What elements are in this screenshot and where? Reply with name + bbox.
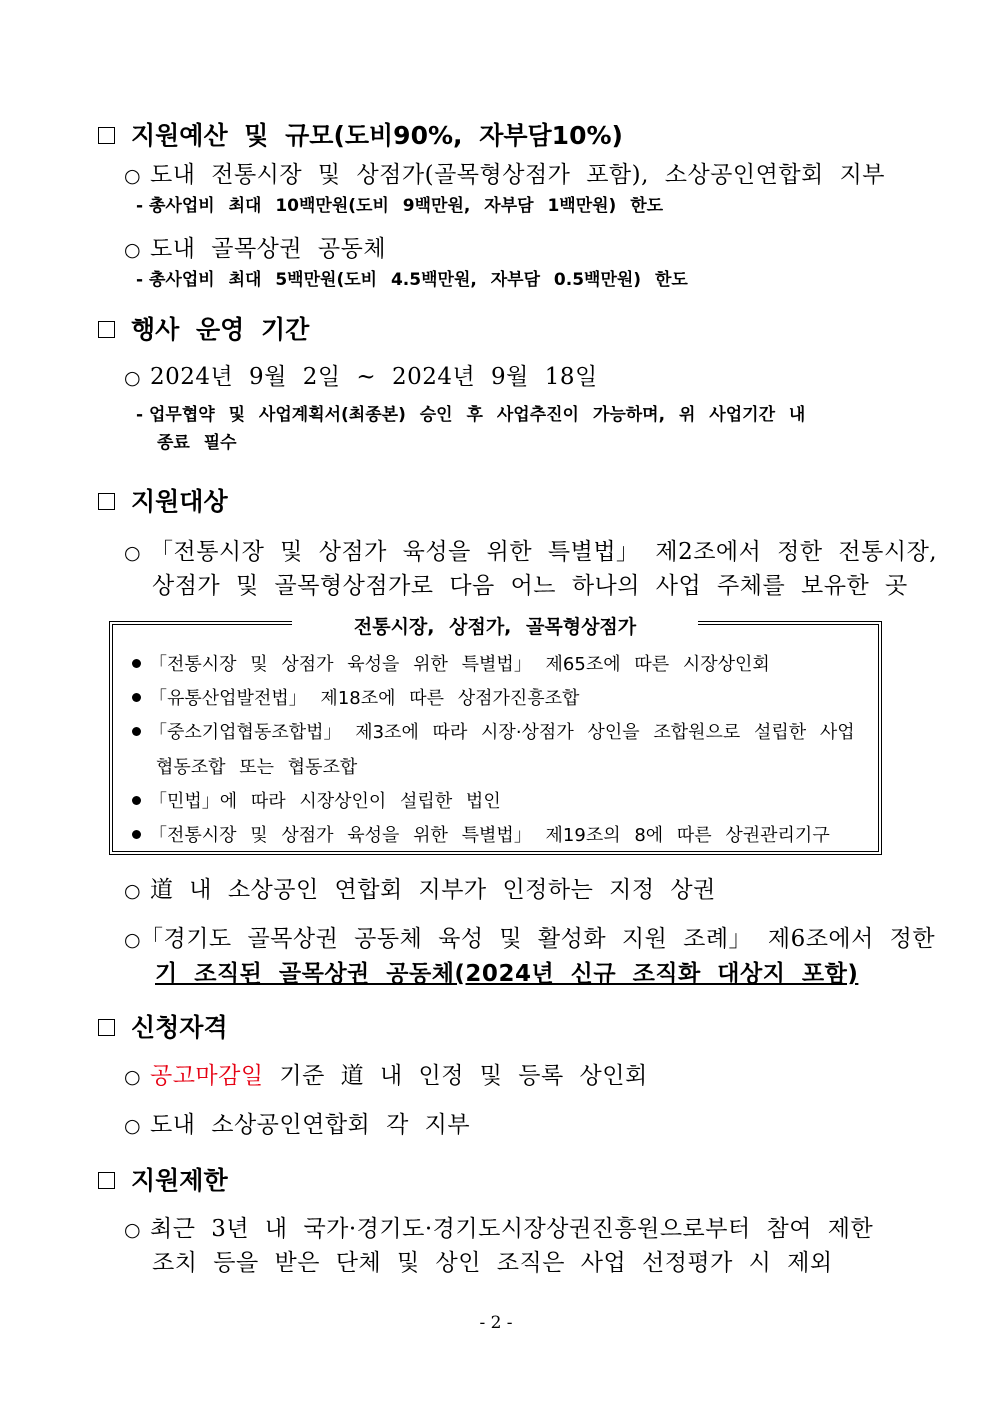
checkbox-square-icon: [98, 493, 115, 510]
box-list-item: 「민법」에 따라 시장상인이 설립한 법인: [132, 787, 501, 813]
section-heading-eligibility: 신청자격: [98, 1008, 228, 1044]
checkbox-square-icon: [98, 321, 115, 338]
section-heading-target: 지원대상: [98, 482, 228, 518]
circle-bullet-icon: ○: [124, 1066, 142, 1088]
bullet-dot-icon: [132, 830, 141, 839]
section-heading-budget: 지원예산 및 규모(도비90%, 자부담10%): [98, 116, 623, 152]
list-item-continued: 조치 등을 받은 단체 및 상인 조직은 사업 선정평가 시 제외: [152, 1250, 833, 1276]
circle-bullet-icon: ○: [124, 880, 142, 902]
list-item: ○ 도내 골목상권 공동체: [124, 236, 387, 262]
circle-bullet-icon: ○: [124, 165, 142, 187]
box-title: 전통시장, 상점가, 골목형상점가: [353, 616, 637, 638]
list-item: ○ 道 내 소상공인 연합회 지부가 인정하는 지정 상권: [124, 877, 716, 903]
box-list-item-continued: 협동조합 또는 협동조합: [156, 757, 358, 778]
bullet-dot-icon: [132, 796, 141, 805]
bullet-dot-icon: [132, 727, 141, 736]
bullet-dot-icon: [132, 659, 141, 668]
box-list-item: 「전통시장 및 상점가 육성을 위한 특별법」 제19조의 8에 따른 상권관리기구: [132, 821, 830, 847]
list-item: ○ 최근 3년 내 국가·경기도·경기도시장상권진흥원으로부터 참여 제한: [124, 1216, 874, 1242]
bullet-dot-icon: [132, 693, 141, 702]
detail-item: - 총사업비 최대 10백만원(도비 9백만원, 자부담 1백만원) 한도: [136, 196, 664, 216]
checkbox-square-icon: [98, 1172, 115, 1189]
box-list-item: 「중소기업협동조합법」 제3조에 따라 시장·상점가 상인을 조합원으로 설립한 사업: [132, 718, 855, 744]
circle-bullet-icon: ○: [124, 1219, 142, 1241]
circle-bullet-icon: ○: [124, 367, 142, 389]
list-item: ○ 도내 전통시장 및 상점가(골목형상점가 포함), 소상공인연합회 지부: [124, 162, 886, 188]
deadline-highlight: 공고마감일: [150, 1063, 264, 1089]
page-number: - 2 -: [479, 1313, 513, 1333]
list-item: ○ 도내 소상공인연합회 각 지부: [124, 1112, 471, 1138]
detail-item: - 총사업비 최대 5백만원(도비 4.5백만원, 자부담 0.5백만원) 한도: [136, 270, 688, 290]
circle-bullet-icon: ○: [124, 929, 142, 951]
list-item: ○ 공고마감일 기준 道 내 인정 및 등록 상인회: [124, 1063, 648, 1089]
detail-item: - 업무협약 및 사업계획서(최종본) 승인 후 사업추진이 가능하며, 위 사업기간 내: [136, 405, 806, 425]
section-heading-restriction: 지원제한: [98, 1161, 228, 1197]
circle-bullet-icon: ○: [124, 239, 142, 261]
circle-bullet-icon: ○: [124, 542, 142, 564]
list-item: ○ 「전통시장 및 상점가 육성을 위한 특별법」 제2조에서 정한 전통시장,: [124, 539, 938, 565]
list-item: ○「경기도 골목상권 공동체 육성 및 활성화 지원 조례」 제6조에서 정한: [124, 926, 936, 952]
list-item-emphasis: 기 조직된 골목상권 공동체(2024년 신규 조직화 대상지 포함): [155, 961, 859, 987]
checkbox-square-icon: [98, 127, 115, 144]
box-list-item: 「전통시장 및 상점가 육성을 위한 특별법」 제65조에 따른 시장상인회: [132, 650, 770, 676]
list-item: ○ 2024년 9월 2일 ~ 2024년 9월 18일: [124, 364, 598, 390]
box-list-item: 「유통산업발전법」 제18조에 따른 상점가진흥조합: [132, 684, 579, 710]
section-heading-period: 행사 운영 기간: [98, 310, 309, 346]
circle-bullet-icon: ○: [124, 1115, 142, 1137]
list-item-continued: 상점가 및 골목형상점가로 다음 어느 하나의 사업 주체를 보유한 곳: [152, 573, 908, 599]
checkbox-square-icon: [98, 1019, 115, 1036]
detail-item-continued: 종료 필수: [157, 433, 237, 453]
